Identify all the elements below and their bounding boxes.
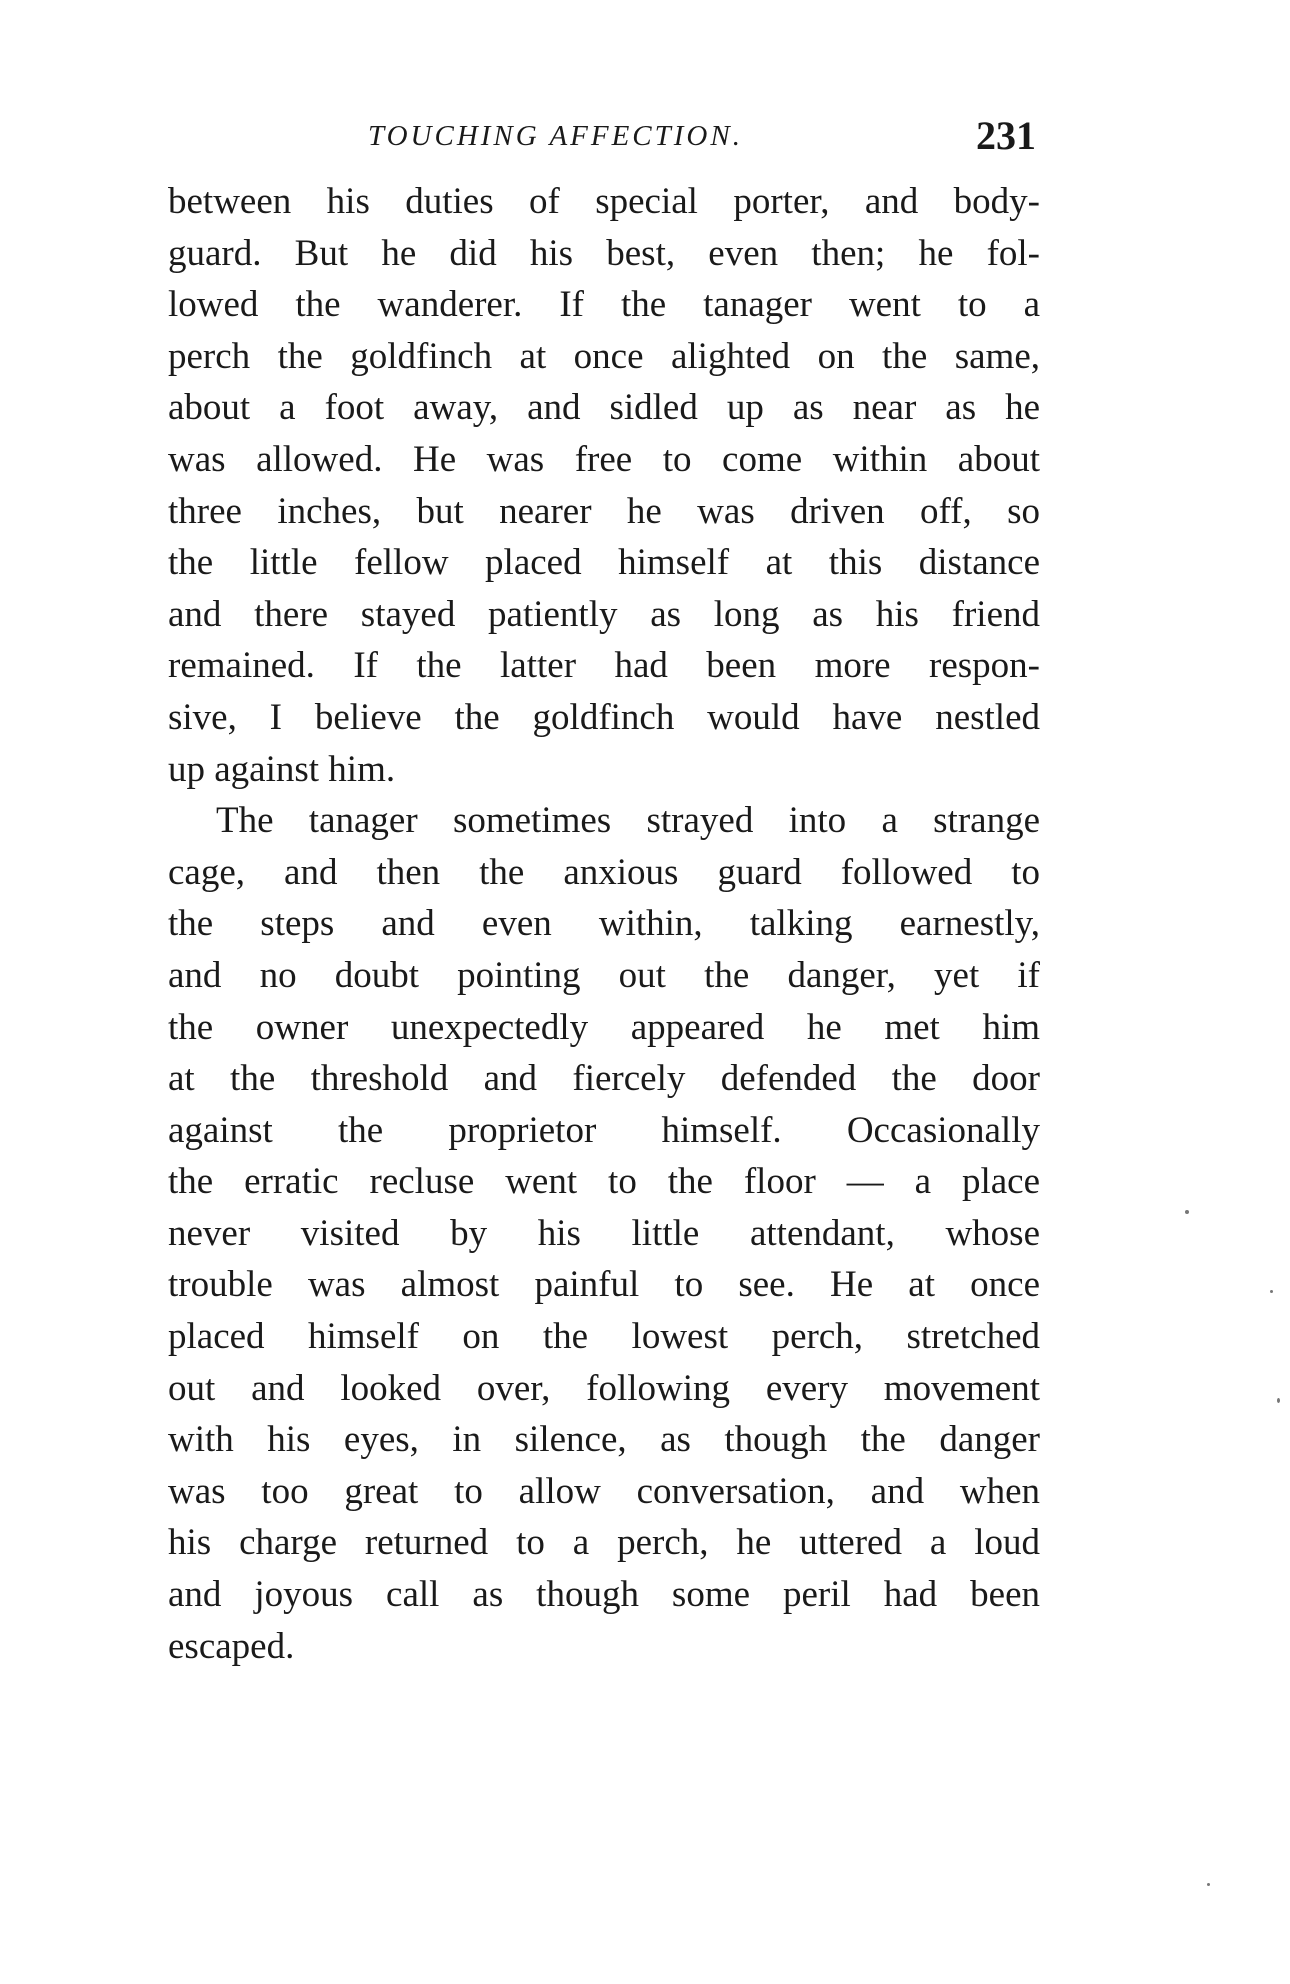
text-line: his charge returned to a perch, he uttered a loud: [168, 1522, 1040, 1564]
text-line: and no doubt pointing out the danger, yet if: [168, 954, 1040, 996]
text-line: three inches, but nearer he was driven off, so: [168, 490, 1040, 532]
paper-speck: [1277, 1398, 1280, 1403]
text-line: perch the goldfinch at once alighted on the same,: [168, 335, 1040, 377]
text-line: trouble was almost painful to see. He at once: [168, 1264, 1040, 1306]
text-line: sive, I believe the goldfinch would have nestled: [168, 696, 1040, 738]
text-line: never visited by his little attendant, whose: [168, 1212, 1040, 1254]
text-line: was too great to allow conversation, and when: [168, 1470, 1040, 1512]
text-line: up against him.: [168, 748, 396, 790]
text-line: the little fellow placed himself at this distance: [168, 542, 1040, 584]
text-line: against the proprietor himself. Occasionally: [168, 1109, 1040, 1151]
text-line: and joyous call as though some peril had been: [168, 1574, 1040, 1616]
text-line: lowed the wanderer. If the tanager went to a: [168, 284, 1040, 326]
page-header: [168, 112, 1040, 162]
text-line: was allowed. He was free to come within about: [168, 438, 1040, 480]
text-line: between his duties of special porter, and body-: [168, 181, 1040, 222]
page-body-text: [168, 176, 1040, 1672]
paper-speck: [1207, 1883, 1210, 1886]
paper-speck: [1270, 1290, 1273, 1293]
text-line: out and looked over, following every movement: [168, 1367, 1040, 1409]
text-line: remained. If the latter had been more respon-: [168, 645, 1040, 687]
text-line: the owner unexpectedly appeared he met him: [168, 1006, 1040, 1048]
text-line: at the threshold and fiercely defended the door: [168, 1058, 1040, 1100]
text-line: The tanager sometimes strayed into a strange: [216, 800, 1040, 842]
text-line: guard. But he did his best, even then; he fol-: [168, 232, 1040, 274]
text-line: and there stayed patiently as long as his friend: [168, 593, 1040, 635]
text-line: placed himself on the lowest perch, stretched: [168, 1316, 1040, 1358]
text-line: the erratic recluse went to the floor — a place: [168, 1161, 1040, 1203]
text-line: with his eyes, in silence, as though the danger: [168, 1419, 1040, 1461]
page-number: 231: [976, 113, 1036, 158]
text-line: the steps and even within, talking earnestly,: [168, 903, 1040, 945]
text-line: about a foot away, and sidled up as near as he: [168, 387, 1040, 429]
text-line: escaped.: [168, 1625, 295, 1667]
paper-speck: [1185, 1210, 1189, 1214]
running-title: TOUCHING AFFECTION.: [368, 120, 743, 152]
text-line: cage, and then the anxious guard followed to: [168, 851, 1040, 893]
